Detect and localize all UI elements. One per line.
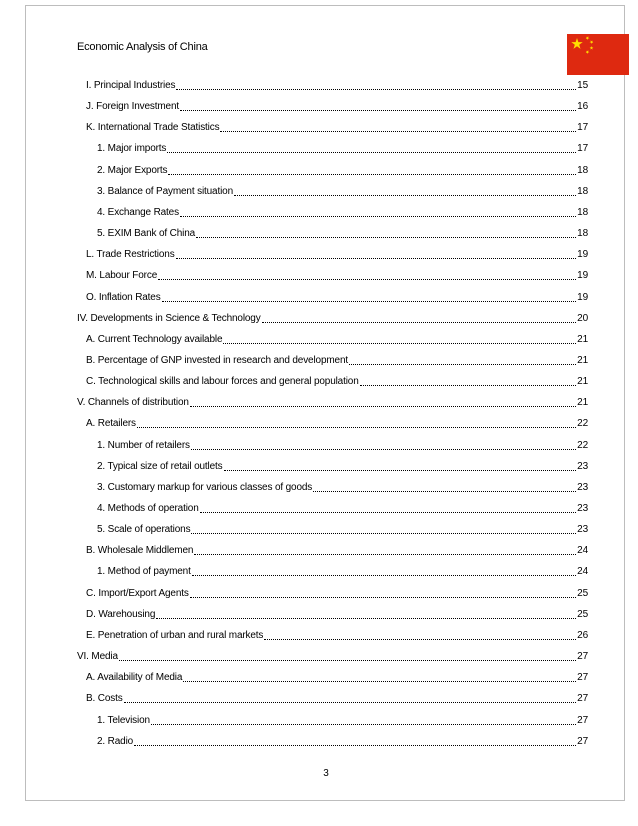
toc-entry[interactable] <box>97 227 588 241</box>
toc-dot-leader <box>190 396 576 407</box>
toc-dot-leader <box>119 650 576 661</box>
toc-entry-label: 5. EXIM Bank of China <box>97 228 196 240</box>
toc-entry-page: 18 <box>577 185 588 197</box>
toc-entry[interactable] <box>77 650 588 664</box>
toc-entry-label: IV. Developments in Science & Technology <box>77 312 261 324</box>
toc-entry-page: 23 <box>577 460 588 472</box>
toc-entry-label: O. Inflation Rates <box>86 291 161 303</box>
toc-entry[interactable] <box>97 565 588 579</box>
toc-entry[interactable] <box>86 587 588 601</box>
toc-entry[interactable] <box>86 629 588 643</box>
toc-entry-label: 5. Scale of operations <box>97 524 191 536</box>
toc-entry-label: C. Import/Export Agents <box>86 587 189 599</box>
toc-entry[interactable] <box>97 481 588 495</box>
toc-entry-label: 1. Method of payment <box>97 566 191 578</box>
toc-entry-page: 21 <box>577 376 588 388</box>
toc-entry[interactable] <box>77 396 588 410</box>
toc-dot-leader <box>137 417 576 428</box>
toc-dot-leader <box>192 565 576 576</box>
toc-entry-page: 18 <box>577 228 588 240</box>
toc-entry-label: V. Channels of distribution <box>77 397 189 409</box>
toc-entry-page: 23 <box>577 503 588 514</box>
toc-entry-page: 19 <box>577 249 588 261</box>
toc-dot-leader <box>190 587 576 598</box>
toc-entry-label: 4. Exchange Rates <box>97 206 179 218</box>
toc-dot-leader <box>223 333 576 344</box>
toc-entry-label: 1. Television <box>97 714 150 726</box>
toc-entry[interactable] <box>86 354 588 368</box>
toc-entry-page: 24 <box>577 545 588 557</box>
toc-entry-label: 2. Major Exports <box>97 164 168 176</box>
toc-dot-leader <box>162 291 577 302</box>
toc-entry[interactable] <box>97 460 588 474</box>
toc-entry-page: 27 <box>577 672 588 684</box>
toc-entry-label: M. Labour Force <box>86 270 158 282</box>
toc-dot-leader <box>234 185 576 196</box>
toc-entry[interactable] <box>97 523 588 537</box>
toc-entry[interactable] <box>97 714 588 728</box>
toc-entry-page: 18 <box>577 206 588 218</box>
toc-dot-leader <box>360 375 577 386</box>
toc-entry-label: A. Current Technology available <box>86 333 223 345</box>
toc-entry[interactable] <box>86 121 588 135</box>
toc-entry-label: K. International Trade Statistics <box>86 122 220 134</box>
toc-entry-page: 27 <box>577 651 588 663</box>
toc-entry[interactable] <box>77 312 588 326</box>
toc-dot-leader <box>200 502 577 513</box>
toc-dot-leader <box>262 312 577 323</box>
toc-entry-page: 17 <box>577 122 588 134</box>
toc-entry[interactable] <box>86 100 588 114</box>
toc-entry-label: 2. Typical size of retail outlets <box>97 460 223 472</box>
toc-entry[interactable] <box>86 269 588 283</box>
toc-dot-leader <box>224 460 577 471</box>
toc-dot-leader <box>156 608 576 619</box>
toc-dot-leader <box>180 100 576 111</box>
toc-dot-leader <box>176 79 576 90</box>
toc-entry[interactable] <box>86 291 588 305</box>
toc-entry-page: 15 <box>577 80 588 91</box>
toc-entry-page: 25 <box>577 608 588 620</box>
document-page <box>25 5 625 801</box>
toc-entry-page: 25 <box>577 587 588 599</box>
toc-dot-leader <box>134 735 576 746</box>
toc-entry-page: 17 <box>577 143 588 155</box>
toc-entry-page: 21 <box>577 333 588 345</box>
toc-entry[interactable] <box>97 439 588 453</box>
toc-dot-leader <box>168 164 576 175</box>
toc-entry-page: 24 <box>577 566 588 578</box>
toc-entry[interactable] <box>97 185 588 199</box>
toc-dot-leader <box>124 692 577 703</box>
toc-dot-leader <box>196 227 576 238</box>
china-flag-icon <box>567 34 629 75</box>
toc-entry-label: B. Costs <box>86 693 123 705</box>
toc-entry-label: VI. Media <box>77 651 118 663</box>
toc-entry-page: 27 <box>577 735 588 747</box>
toc-dot-leader <box>264 629 576 640</box>
toc-entry-label: D. Warehousing <box>86 608 156 620</box>
toc-entry-page: 27 <box>577 693 588 705</box>
toc-entry[interactable] <box>97 142 588 156</box>
toc-entry[interactable] <box>86 608 588 622</box>
toc-entry[interactable] <box>86 248 588 262</box>
toc-entry[interactable] <box>86 544 588 558</box>
toc-entry-label: 2. Radio <box>97 735 134 747</box>
toc-entry-page: 26 <box>577 629 588 641</box>
toc-entry-label: 1. Major imports <box>97 143 167 155</box>
toc-entry-label: 3. Customary markup for various classes of goods <box>97 481 313 493</box>
toc-entry-label: A. Retailers <box>86 418 136 430</box>
toc-dot-leader <box>349 354 576 365</box>
toc-dot-leader <box>151 714 576 725</box>
toc-entry[interactable] <box>86 375 588 389</box>
toc-dot-leader <box>194 544 576 555</box>
toc-entry[interactable] <box>97 164 588 178</box>
toc-dot-leader <box>183 671 576 682</box>
toc-entry[interactable] <box>86 417 588 431</box>
toc-dot-leader <box>158 269 576 280</box>
toc-entry[interactable] <box>86 333 588 347</box>
toc-entry[interactable] <box>97 206 588 220</box>
toc-entry-page: 22 <box>577 418 588 430</box>
toc-entry[interactable] <box>97 502 588 516</box>
toc-entry-page: 16 <box>577 101 588 113</box>
toc-entry-label: E. Penetration of urban and rural markets <box>86 629 264 641</box>
toc-entry[interactable] <box>86 671 588 685</box>
toc-dot-leader <box>180 206 576 217</box>
toc-entry-label: A. Availability of Media <box>86 672 183 684</box>
toc-entry-page: 20 <box>577 312 588 324</box>
toc-entry-page: 22 <box>577 439 588 451</box>
toc-dot-leader <box>167 142 576 153</box>
toc-entry[interactable] <box>97 735 588 749</box>
toc-entry-label: 3. Balance of Payment situation <box>97 185 233 197</box>
toc-entry-label: J. Foreign Investment <box>86 101 180 113</box>
toc-entry-page: 18 <box>577 164 588 176</box>
toc-entry-label: 1. Number of retailers <box>97 439 190 451</box>
toc-entry-page: 23 <box>577 524 588 536</box>
header-title: Economic Analysis of China <box>77 41 208 53</box>
toc-entry[interactable] <box>86 79 588 93</box>
toc-dot-leader <box>313 481 576 492</box>
toc-dot-leader <box>191 523 576 534</box>
toc-entry-label: B. Wholesale Middlemen <box>86 545 194 557</box>
toc-entry-page: 27 <box>577 714 588 726</box>
toc-entry[interactable] <box>86 692 588 706</box>
toc-entry-label: B. Percentage of GNP invested in research and development <box>86 354 348 366</box>
toc-dot-leader <box>191 439 576 450</box>
page-number: 3 <box>323 768 329 779</box>
toc-entry-page: 21 <box>577 354 588 366</box>
toc-entry-page: 23 <box>577 481 588 493</box>
toc-dot-leader <box>176 248 577 259</box>
toc-entry-page: 19 <box>577 270 588 282</box>
toc-entry-label: L. Trade Restrictions <box>86 249 175 261</box>
toc-entry-page: 19 <box>577 291 588 303</box>
toc-entry-label: I. Principal Industries <box>86 80 176 91</box>
toc-dot-leader <box>220 121 576 132</box>
toc-entry-label: C. Technological skills and labour forces and general population <box>86 376 359 388</box>
toc-entry-page: 21 <box>577 397 588 409</box>
toc-entry-label: 4. Methods of operation <box>97 503 199 514</box>
